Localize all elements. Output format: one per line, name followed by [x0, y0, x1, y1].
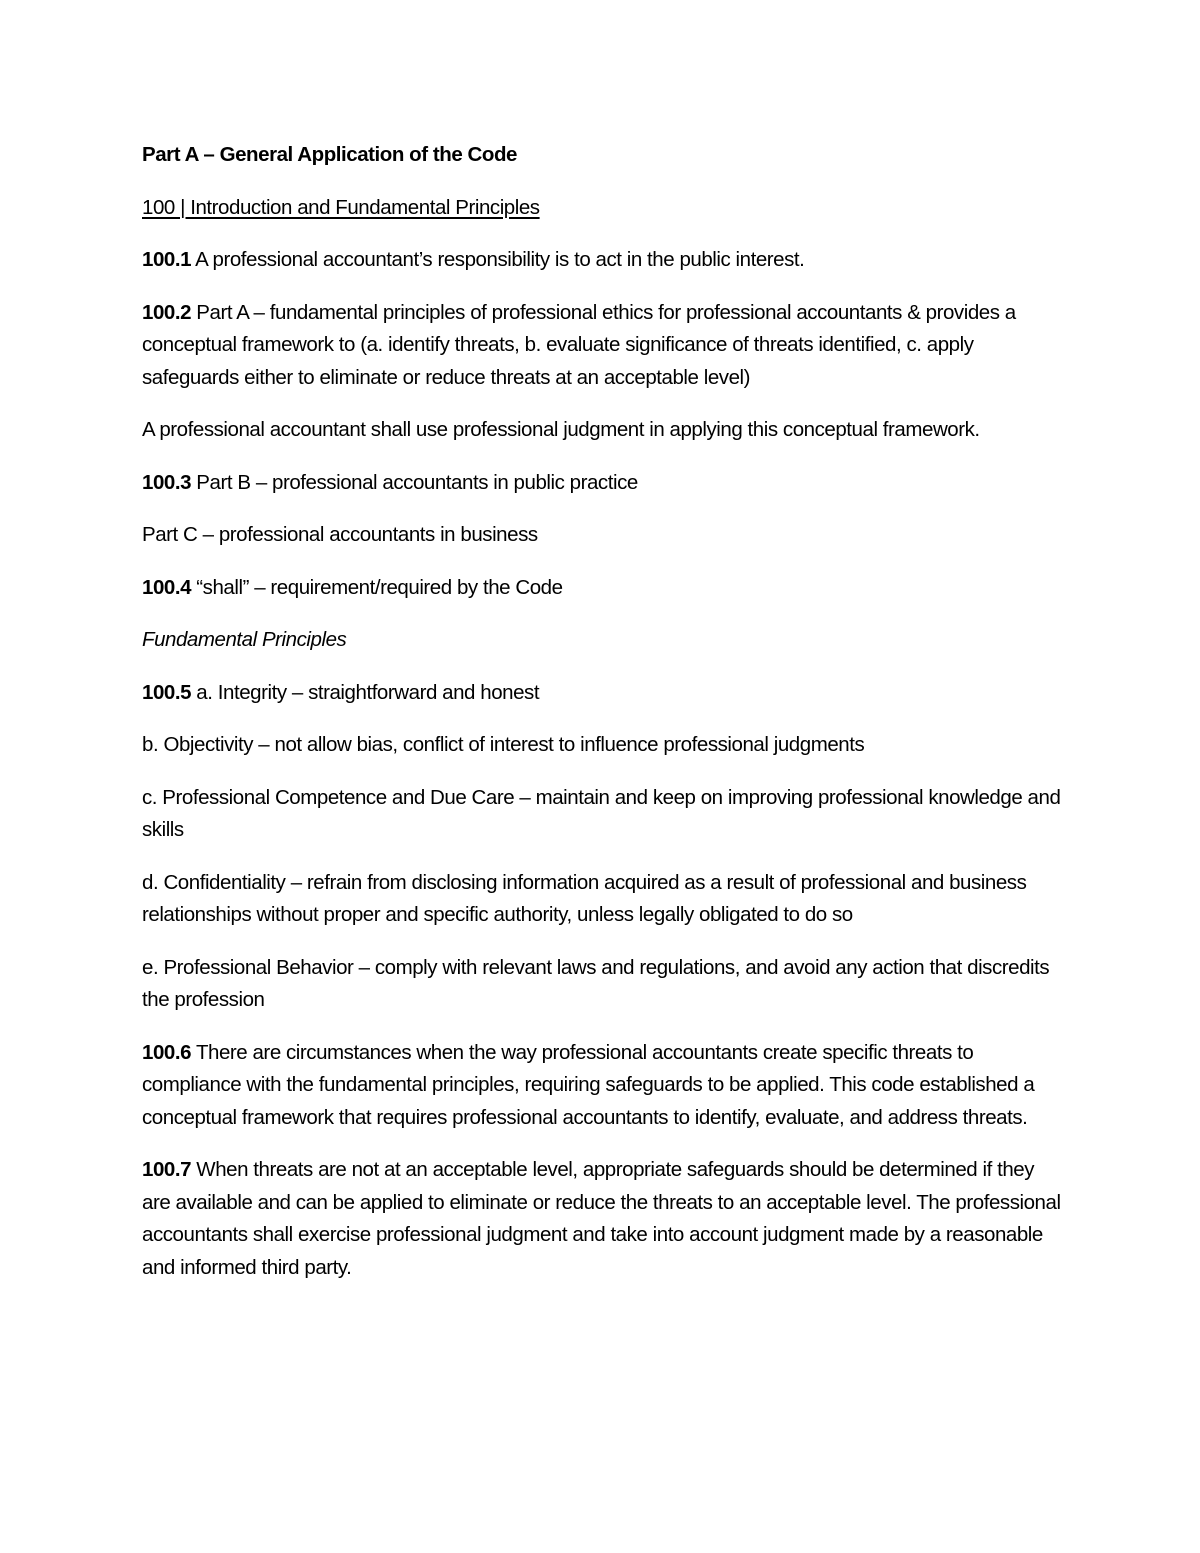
- paragraph-100-2: [142, 297, 1067, 395]
- paragraph-number: 100.3: [142, 470, 192, 494]
- paragraph-text: There are circumstances when the way professional accountants create specific threats to compliance with the fundamental principles, requiring safeguards to be applied. This code established a conceptual framework that requires professional accountants to identify, evaluate, and address threats.: [142, 1040, 1035, 1129]
- paragraph-number: 100.6: [142, 1040, 192, 1064]
- document-page: [142, 139, 1067, 1304]
- paragraph-100-4: [142, 572, 1067, 605]
- paragraph-text: a. Integrity – straightforward and honest: [191, 680, 540, 704]
- paragraph-100-5-e: e. Professional Behavior – comply with relevant laws and regulations, and avoid any action that discredits the profession: [142, 955, 1050, 1011]
- paragraph-number: 100.5: [142, 680, 192, 704]
- paragraph-100-3: [142, 467, 1067, 500]
- paragraph-100-1: [142, 244, 1067, 277]
- paragraph-text: Part A – fundamental principles of professional ethics for professional accountants & provides a conceptual framework to (a. identify threats, b. evaluate significance of threats identified, c. apply safeguards either to eliminate or reduce threats at an acceptable level): [142, 300, 1016, 389]
- section-heading: 100 | Introduction and Fundamental Principles: [142, 195, 540, 219]
- part-title: Part A – General Application of the Code: [142, 143, 517, 166]
- paragraph-100-5-c: c. Professional Competence and Due Care – maintain and keep on improving professional knowledge and skills: [142, 785, 1061, 841]
- paragraph-text: When threats are not at an acceptable level, appropriate safeguards should be determined if they are available and can be applied to eliminate or reduce the threats to an acceptable level. The professional accountants shall exercise professional judgment and take into account judgment made by a reasonable and informed third party.: [142, 1158, 1061, 1279]
- paragraph-number: 100.2: [142, 300, 192, 324]
- paragraph-number: 100.7: [142, 1158, 192, 1181]
- paragraph-text: A professional accountant’s responsibility is to act in the public interest.: [191, 248, 805, 271]
- paragraph-text: “shall” – requirement/required by the Code: [191, 575, 563, 599]
- paragraph-100-2-continued: A professional accountant shall use professional judgment in applying this conceptual framework.: [142, 418, 980, 441]
- paragraph-100-5-d: d. Confidentiality – refrain from disclosing information acquired as a result of professional and business relationships without proper and specific authority, unless legally obligated to do so: [142, 870, 1027, 926]
- fundamental-principles-heading: Fundamental Principles: [142, 628, 347, 651]
- paragraph-100-5-b: b. Objectivity – not allow bias, conflict of interest to influence professional judgments: [142, 733, 865, 756]
- paragraph-number: 100.1: [142, 248, 192, 271]
- paragraph-number: 100.4: [142, 575, 192, 599]
- paragraph-100-3-continued: Part C – professional accountants in business: [142, 523, 538, 546]
- paragraph-100-5-a: [142, 677, 1067, 710]
- paragraph-text: Part B – professional accountants in public practice: [191, 470, 638, 494]
- paragraph-100-7: [142, 1154, 1067, 1284]
- paragraph-100-6: [142, 1037, 1067, 1135]
